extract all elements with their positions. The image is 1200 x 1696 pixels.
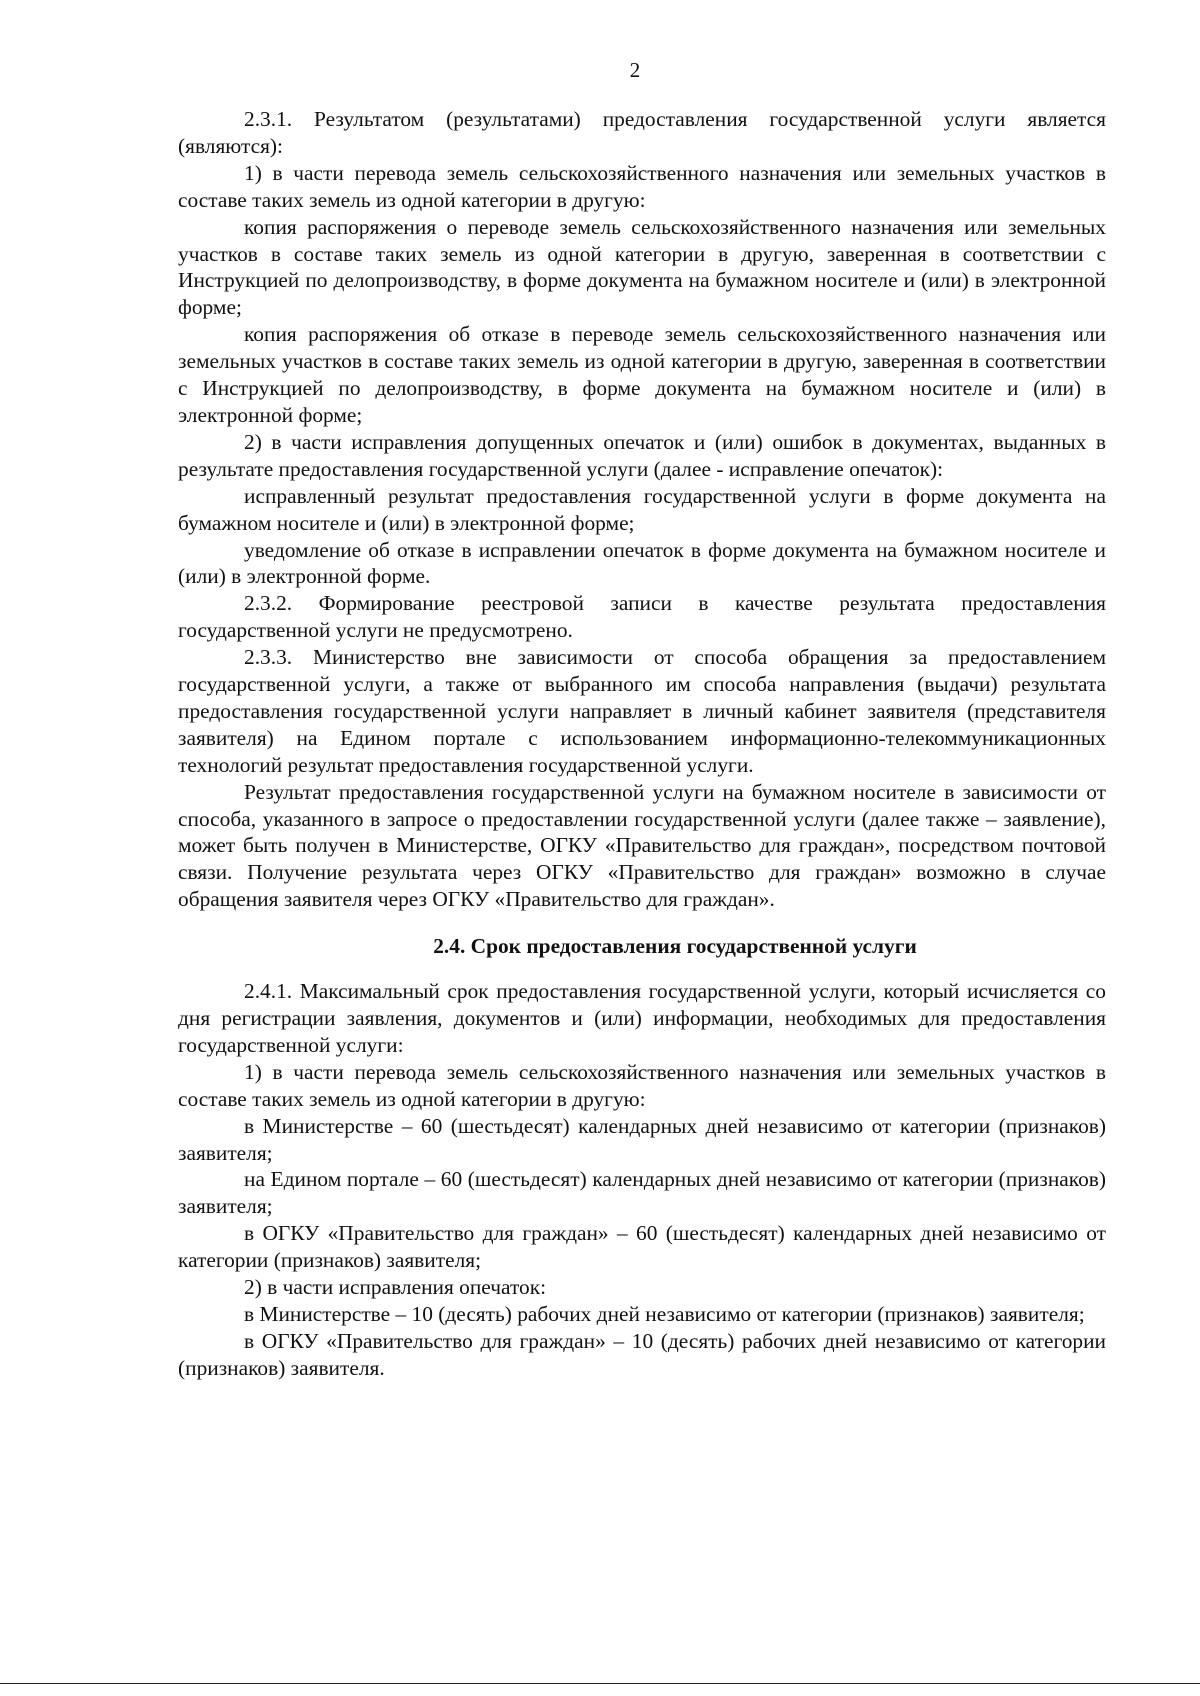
paragraph-refusal-notice: уведомление об отказе в исправлении опечаток в форме документа на бумажном носителе и (или) в электронной форме. — [178, 537, 1106, 589]
paragraph-term-portal-60: на Едином портале – 60 (шестьдесят) календарных дней независимо от категории (признаков) заявителя; — [178, 1167, 1106, 1219]
paragraph-term-ministry-10: в Министерстве – 10 (десять) рабочих дней независимо от категории (признаков) заявителя; — [244, 1301, 1085, 1326]
paragraph-2-4-1: 2.4.1. Максимальный срок предоставления государственной услуги, который исчисляется со дня регистрации заявления, документов и (или) информации, необходимых для предоставления государственной услуги: — [178, 979, 1106, 1057]
paragraph-term-ogku-10: в ОГКУ «Правительство для граждан» – 10 (десять) рабочих дней независимо от категории (признаков) заявителя. — [178, 1328, 1106, 1380]
section-heading-2-4: 2.4. Срок предоставления государственной услуги — [433, 934, 917, 959]
bottom-rule — [0, 1683, 1200, 1684]
document-body — [178, 106, 1106, 1382]
paragraph-result-correction: 2) в части исправления допущенных опечаток и (или) ошибок в документах, выданных в результате предоставления государственной услуги (далее - исправление опечаток): — [178, 429, 1106, 481]
paragraph-result-transfer: 1) в части перевода земель сельскохозяйственного назначения или земельных участков в составе таких земель из одной категории в другую: — [178, 160, 1106, 212]
paragraph-term-ministry-60: в Министерстве – 60 (шестьдесят) календарных дней независимо от категории (признаков) заявителя; — [178, 1113, 1106, 1165]
paragraph-term-correction: 2) в части исправления опечаток: — [244, 1275, 547, 1300]
paragraph-2-3-1: 2.3.1. Результатом (результатами) предоставления государственной услуги является (являются): — [178, 107, 1106, 158]
paragraph-corrected-result: исправленный результат предоставления государственной услуги в форме документа на бумажном носителе и (или) в электронной форме; — [178, 483, 1106, 535]
paragraph-paper-result: Результат предоставления государственной услуги на бумажном носителе в зависимости от способа, указанного в запросе о предоставлении государственной услуги (далее также – заявление), может быть получен в Министерстве, ОГКУ «Правительство для граждан», посредством почтовой связи. Получение результата через ОГКУ «Правительство для граждан» возможно в случае обращения заявителя через ОГКУ «Правительство для граждан». — [178, 779, 1106, 912]
paragraph-copy-order-transfer: копия распоряжения о переводе земель сельскохозяйственного назначения или земельных участков в составе таких земель из одной категории в другую, заверенная в соответствии с Инструкцией по делопроизводству, в форме документа на бумажном носителе и (или) в электронной форме; — [178, 214, 1106, 320]
paragraph-2-3-2: 2.3.2. Формирование реестровой записи в качестве результата предоставления государственной услуги не предусмотрено. — [178, 591, 1106, 643]
paragraph-term-transfer: 1) в части перевода земель сельскохозяйственного назначения или земельных участков в составе таких земель из одной категории в другую: — [178, 1059, 1106, 1111]
paragraph-2-3-3: 2.3.3. Министерство вне зависимости от способа обращения за предоставлением государственной услуги, а также от выбранного им способа направления (выдачи) результата предоставления государственной услуги направляет в личный кабинет заявителя (представителя заявителя) на Едином портале с использованием информационно-телекоммуникационных технологий результат предоставления государственной услуги. — [178, 645, 1106, 777]
paragraph-term-ogku-60: в ОГКУ «Правительство для граждан» – 60 (шестьдесят) календарных дней независимо от категории (признаков) заявителя; — [178, 1221, 1106, 1273]
page-number: 2 — [629, 58, 641, 82]
paragraph-copy-order-refusal: копия распоряжения об отказе в переводе земель сельскохозяйственного назначения или земельных участков в составе таких земель из одной категории в другую, заверенная в соответствии с Инструкцией по делопроизводству, в форме документа на бумажном носителе и (или) в электронной форме; — [178, 322, 1106, 427]
